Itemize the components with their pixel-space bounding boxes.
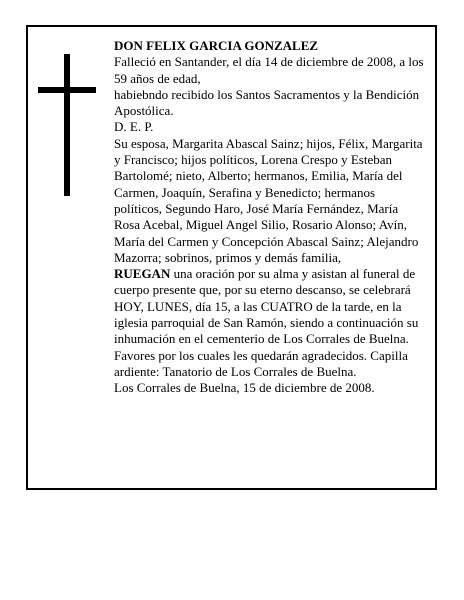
request-verb: RUEGAN [114, 266, 171, 282]
dep-line: D. E. P. [114, 119, 154, 135]
deceased-name: DON FELIX GARCIA GONZALEZ [114, 38, 319, 53]
cross-vertical-bar [64, 54, 70, 196]
request-details: una oración por su alma y asistan al funeral de cuerpo presente que, por su eterno descanso, se celebrará HOY, LUNES, día 15, a las CUATRO de la tarde, en la iglesia parroquial de San Ramón, siendo a continuación su inhumación en el cementerio de Los Corrales de Buelna. Favores por los cuales les quedarán agradecidos. Capilla ardiente: Tanatorio de Los Corrales de Buelna. [114, 266, 419, 379]
death-notice: Falleció en Santander, el día 14 de diciembre de 2008, a los 59 años de edad, [114, 54, 424, 86]
closing-line: Los Corrales de Buelna, 15 de diciembre de 2008. [114, 380, 375, 396]
sacraments-line: habiebndo recibido los Santos Sacramentos y la Bendición Apostólica. [114, 86, 420, 119]
funeral-request [114, 266, 426, 380]
cross-horizontal-bar [38, 87, 96, 93]
obituary-text [114, 38, 426, 397]
family-list: Su esposa, Margarita Abascal Sainz; hijos, Félix, Margarita y Francisco; hijos políticos, Lorena Crespo y Esteban Bartolomé; nieto, Alberto; hermanos, Emilia, María del Carmen, Joaquín, Serafina y Benedicto; hermanos políticos, Segundo Haro, José María Fernández, María Rosa Acebal, Miguel Angel Silio, Rosario Alonso; Avín, María del Carmen y Concepción Abascal Sainz; Alejandro Mazorra; sobrinos, primos y demás familia, [114, 135, 423, 265]
